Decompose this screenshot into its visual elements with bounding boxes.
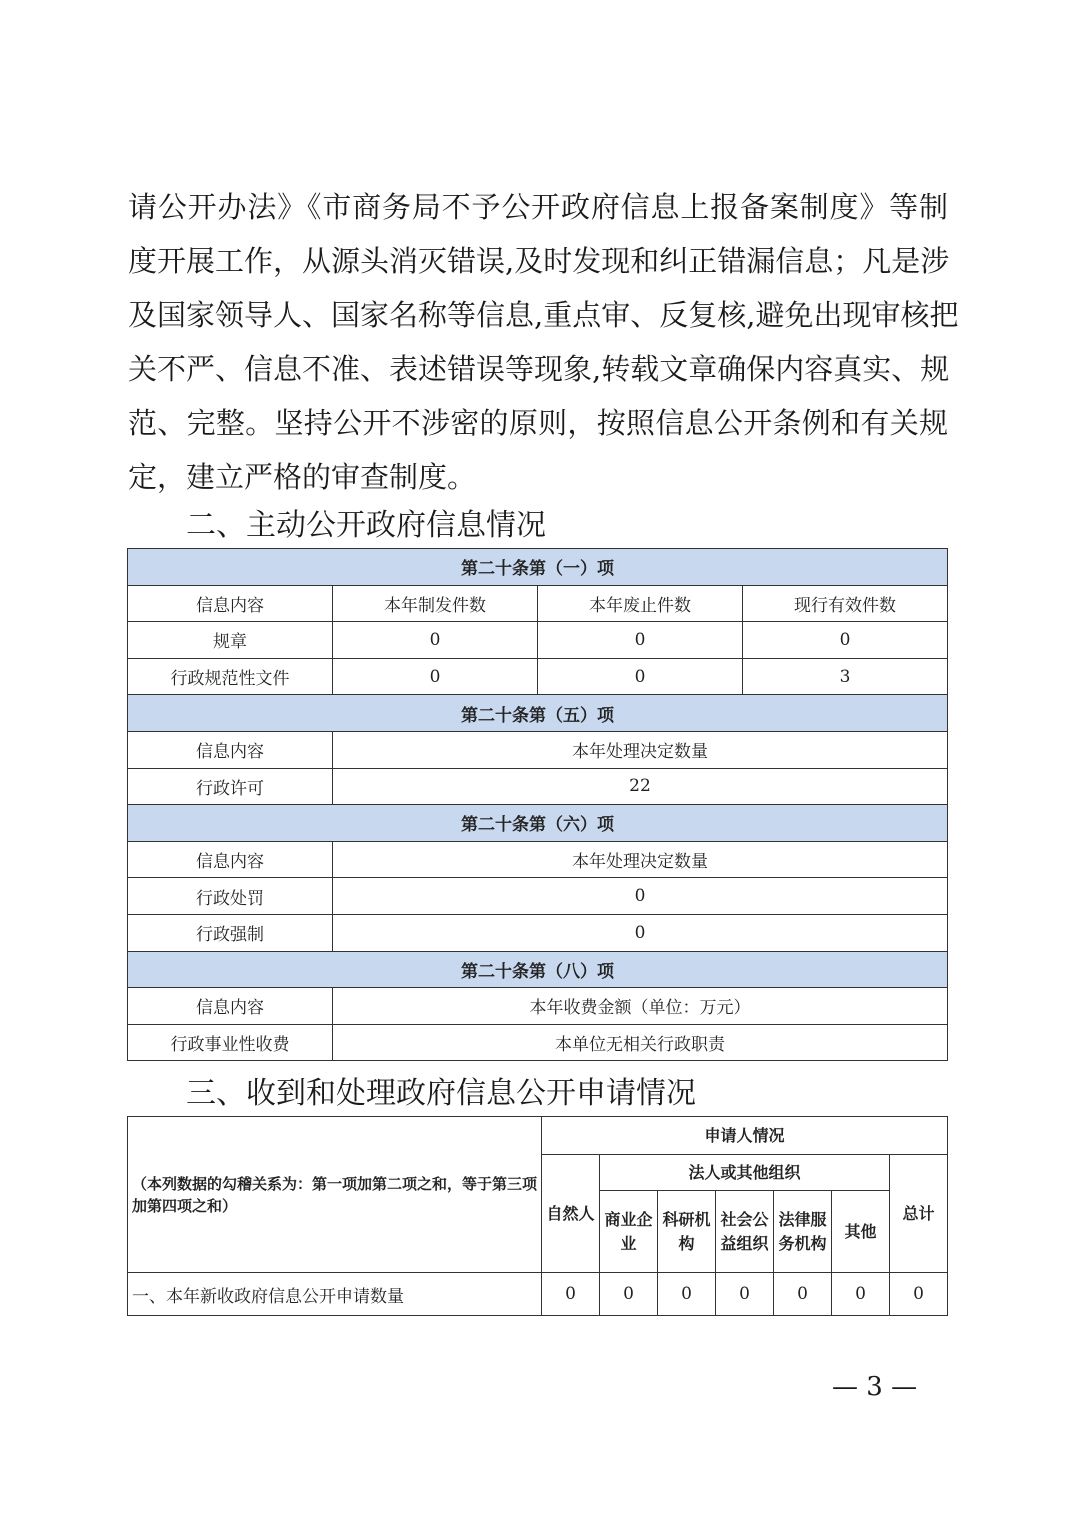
table-row — [128, 878, 948, 915]
table-cell: 0 — [716, 1273, 774, 1316]
relation-note: （本列数据的勾稽关系为：第一项加第二项之和，等于第三项加第四项之和） — [128, 1117, 542, 1273]
table-section-row — [128, 695, 948, 732]
table-cell: 0 — [333, 658, 538, 695]
table-cell: 0 — [743, 622, 948, 659]
table-row — [128, 658, 948, 695]
table-cell: 0 — [832, 1273, 890, 1316]
row-label: 行政处罚 — [128, 878, 333, 915]
sub-header-other: 其他 — [832, 1191, 890, 1273]
table-cell: 0 — [333, 622, 538, 659]
total-header: 总计 — [890, 1155, 948, 1273]
table-cell: 0 — [538, 658, 743, 695]
section-title: 第二十条第（六）项 — [128, 805, 948, 842]
row-label: 行政规范性文件 — [128, 658, 333, 695]
table-cell: 0 — [658, 1273, 716, 1316]
sub-header-commercial: 商业企业 — [600, 1191, 658, 1273]
table-row — [128, 622, 948, 659]
paragraph-line: 请公开办法》《市商务局不予公开政府信息上报备案制度》等制 — [128, 190, 948, 224]
row-label: 行政强制 — [128, 914, 333, 951]
paragraph-line: 及国家领导人、国家名称等信息,重点审、反复核,避免出现审核把 — [128, 298, 959, 332]
legal-entity-header: 法人或其他组织 — [600, 1155, 890, 1191]
table-cell: 0 — [333, 878, 948, 915]
table-row — [128, 914, 948, 951]
column-header: 本年处理决定数量 — [333, 731, 948, 768]
table-cell: 0 — [538, 622, 743, 659]
row-label: 行政许可 — [128, 768, 333, 805]
sub-header-research: 科研机构 — [658, 1191, 716, 1273]
table-row — [128, 1273, 948, 1316]
column-header: 信息内容 — [128, 585, 333, 622]
applicant-header: 申请人情况 — [542, 1117, 948, 1155]
paragraph-line: 定，建立严格的审查制度。 — [128, 460, 477, 494]
column-header: 信息内容 — [128, 731, 333, 768]
table-row — [128, 1024, 948, 1061]
sub-header-public-welfare: 社会公益组织 — [716, 1191, 774, 1273]
table-header-row — [128, 841, 948, 878]
row-label: 行政事业性收费 — [128, 1024, 333, 1061]
section-heading: 二、主动公开政府信息情况 — [186, 508, 546, 543]
active-disclosure-table — [127, 548, 948, 1061]
column-header: 信息内容 — [128, 988, 333, 1025]
table-cell: 0 — [542, 1273, 600, 1316]
table-cell: 22 — [333, 768, 948, 805]
table-row — [128, 768, 948, 805]
column-header: 本年处理决定数量 — [333, 841, 948, 878]
table-header-row — [128, 585, 948, 622]
section-heading: 三、收到和处理政府信息公开申请情况 — [186, 1076, 696, 1111]
table-header-row — [128, 988, 948, 1025]
page-number: — 3 — — [832, 1372, 918, 1402]
table-section-row — [128, 549, 948, 586]
table-section-row — [128, 951, 948, 988]
column-header: 现行有效件数 — [743, 585, 948, 622]
table-cell: 0 — [774, 1273, 832, 1316]
natural-person-header: 自然人 — [542, 1155, 600, 1273]
table-header-row — [128, 1117, 948, 1155]
row-label: 一、本年新收政府信息公开申请数量 — [128, 1273, 542, 1316]
paragraph-line: 关不严、信息不准、表述错误等现象,转载文章确保内容真实、规 — [128, 352, 950, 386]
column-header: 本年收费金额（单位：万元） — [333, 988, 948, 1025]
table-section-row — [128, 805, 948, 842]
paragraph-line: 度开展工作，从源头消灭错误,及时发现和纠正错漏信息；凡是涉 — [128, 244, 950, 278]
table-header-row — [128, 731, 948, 768]
column-header: 本年制发件数 — [333, 585, 538, 622]
table-cell: 0 — [890, 1273, 948, 1316]
paragraph-line: 范、完整。坚持公开不涉密的原则，按照信息公开条例和有关规 — [128, 406, 948, 440]
table-cell: 本单位无相关行政职责 — [333, 1024, 948, 1061]
body-paragraph — [128, 180, 959, 504]
section-title: 第二十条第（一）项 — [128, 549, 948, 586]
sub-header-legal-service: 法律服务机构 — [774, 1191, 832, 1273]
row-label: 规章 — [128, 622, 333, 659]
column-header: 本年废止件数 — [538, 585, 743, 622]
application-table — [127, 1116, 948, 1316]
column-header: 信息内容 — [128, 841, 333, 878]
section-title: 第二十条第（八）项 — [128, 951, 948, 988]
table-cell: 0 — [600, 1273, 658, 1316]
table-cell: 0 — [333, 914, 948, 951]
table-cell: 3 — [743, 658, 948, 695]
section-title: 第二十条第（五）项 — [128, 695, 948, 732]
